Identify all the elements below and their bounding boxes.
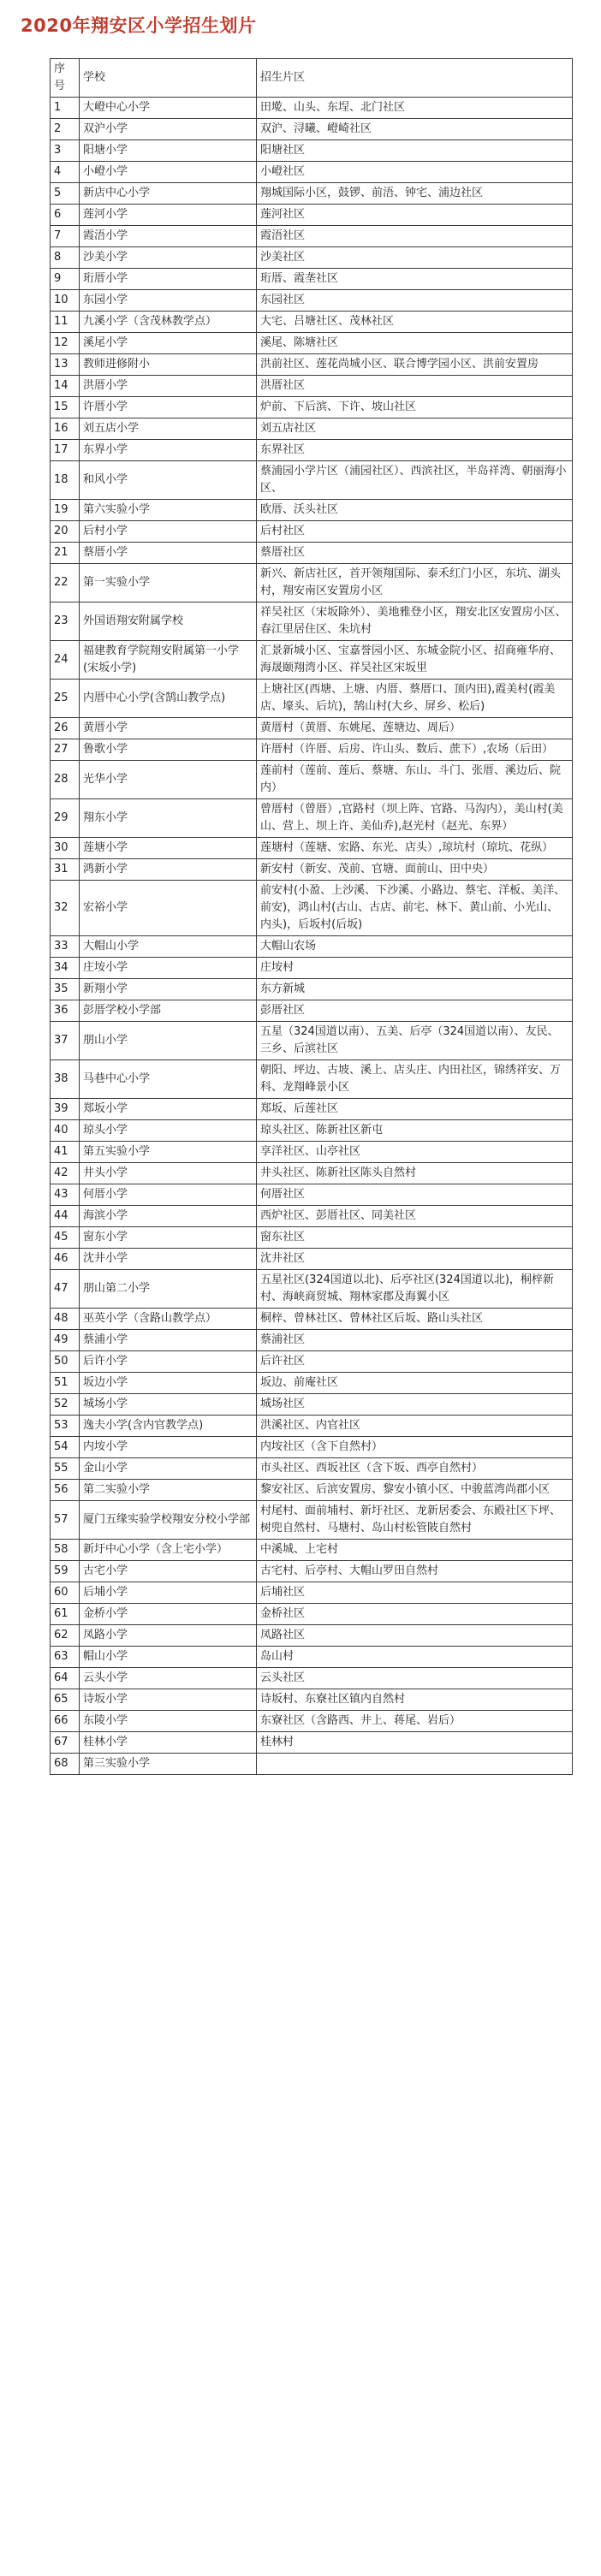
table-row — [51, 1120, 573, 1142]
row-number: 53 — [51, 1416, 80, 1437]
enrollment-area: 蔡厝社区 — [257, 543, 573, 564]
school-name: 阳塘小学 — [80, 140, 257, 162]
school-name: 小嶝小学 — [80, 162, 257, 183]
school-name: 金山小学 — [80, 1458, 257, 1480]
row-number: 63 — [51, 1647, 80, 1668]
enrollment-area: 黎安社区、后滨安置房、黎安小镇小区、中骏蓝湾尚郡小区 — [257, 1480, 573, 1501]
school-name: 桂林小学 — [80, 1732, 257, 1754]
school-name: 新店中心小学 — [80, 183, 257, 205]
school-name: 大帽山小学 — [80, 936, 257, 958]
enrollment-area: 桂林村 — [257, 1732, 573, 1754]
enrollment-area: 东界社区 — [257, 440, 573, 461]
table-row — [51, 461, 573, 500]
enrollment-area: 金桥社区 — [257, 1604, 573, 1625]
enrollment-area: 蔡浦园小学片区（浦园社区）、西滨社区，半岛祥湾、朝丽海小区、 — [257, 461, 573, 500]
row-number: 13 — [51, 354, 80, 376]
school-name: 第一实验小学 — [80, 564, 257, 602]
table-row — [51, 418, 573, 440]
table-row — [51, 979, 573, 1000]
row-number: 31 — [51, 859, 80, 881]
row-number: 33 — [51, 936, 80, 958]
table-row — [51, 881, 573, 936]
school-name: 沈井小学 — [80, 1249, 257, 1270]
row-number: 42 — [51, 1163, 80, 1184]
enrollment-area: 市头社区、西坂社区（含下坂、西亭自然村） — [257, 1458, 573, 1480]
table-row — [51, 1647, 573, 1668]
school-name: 东园小学 — [80, 290, 257, 312]
enrollment-area: 翔城国际小区，鼓锣、前浯、钟宅、浦边社区 — [257, 183, 573, 205]
school-name: 黄厝小学 — [80, 718, 257, 739]
table-row — [51, 162, 573, 183]
enrollment-area: 汇景新城小区、宝嘉誉园小区、东城金院小区、招商雍华府、海晟颐翔湾小区、祥吴社区宋坂里 — [257, 641, 573, 680]
row-number: 37 — [51, 1022, 80, 1060]
table-row — [51, 958, 573, 979]
school-name: 洪厝小学 — [80, 376, 257, 397]
enrollment-area: 井头社区、陈新社区陈头自然村 — [257, 1163, 573, 1184]
row-number: 10 — [51, 290, 80, 312]
enrollment-area: 霞浯社区 — [257, 226, 573, 247]
row-number: 9 — [51, 269, 80, 290]
school-name: 第二实验小学 — [80, 1480, 257, 1501]
enrollment-area: 上塘社区(西塘、上塘、内厝、蔡厝口、顶内田),霞美村(霞美店、壕头、后坑)，鹄山村(大乡、屏乡、松后) — [257, 680, 573, 718]
enrollment-area: 祥吴社区（宋坂除外）、美地雅登小区，翔安北区安置房小区、春江里居住区、朱坑村 — [257, 602, 573, 641]
enrollment-area: 沈井社区 — [257, 1249, 573, 1270]
enrollment-area: 莲塘村（莲塘、宏路、东光、店头）,琼坑村（琼坑、花纵） — [257, 838, 573, 859]
school-name: 厦门五缘实验学校翔安分校小学部 — [80, 1501, 257, 1540]
school-name: 帽山小学 — [80, 1647, 257, 1668]
enrollment-area: 享洋社区、山亭社区 — [257, 1142, 573, 1163]
row-number: 29 — [51, 799, 80, 838]
enrollment-area: 东方新城 — [257, 979, 573, 1000]
table-row — [51, 1754, 573, 1775]
row-number: 56 — [51, 1480, 80, 1501]
row-number: 51 — [51, 1373, 80, 1394]
row-number: 18 — [51, 461, 80, 500]
enrollment-area: 曾厝村（曾厝）,官路村（坝上阵、官路、马沟内），美山村(美山、营上、坝上许、美仙乔),赵光村（赵光、东界） — [257, 799, 573, 838]
enrollment-area: 城场社区 — [257, 1394, 573, 1416]
school-name: 和风小学 — [80, 461, 257, 500]
school-name: 福建教育学院翔安附属第一小学 (宋坂小学) — [80, 641, 257, 680]
table-row — [51, 226, 573, 247]
table-row — [51, 98, 573, 119]
row-number: 55 — [51, 1458, 80, 1480]
school-name: 后埔小学 — [80, 1582, 257, 1604]
row-number: 52 — [51, 1394, 80, 1416]
row-number: 67 — [51, 1732, 80, 1754]
school-name: 何厝小学 — [80, 1184, 257, 1206]
row-number: 34 — [51, 958, 80, 979]
enrollment-area: 后许社区 — [257, 1351, 573, 1373]
school-name: 鸿新小学 — [80, 859, 257, 881]
table-row — [51, 269, 573, 290]
header-school: 学校 — [80, 59, 257, 98]
row-number: 30 — [51, 838, 80, 859]
row-number: 20 — [51, 521, 80, 543]
table-row — [51, 1732, 573, 1754]
enrollment-area: 珩厝、霞垄社区 — [257, 269, 573, 290]
table-row — [51, 290, 573, 312]
school-name: 蔡厝小学 — [80, 543, 257, 564]
school-name: 马巷中心小学 — [80, 1060, 257, 1099]
table-row — [51, 1582, 573, 1604]
row-number: 48 — [51, 1309, 80, 1330]
enrollment-area: 内垵社区（含下自然村） — [257, 1437, 573, 1458]
table-row — [51, 1330, 573, 1351]
enrollment-area: 中溪城、上宅村 — [257, 1540, 573, 1561]
table-row — [51, 680, 573, 718]
row-number: 49 — [51, 1330, 80, 1351]
enrollment-area: 大宅、吕塘社区、茂林社区 — [257, 312, 573, 333]
school-name: 井头小学 — [80, 1163, 257, 1184]
row-number: 58 — [51, 1540, 80, 1561]
table-row — [51, 119, 573, 140]
table-row — [51, 333, 573, 354]
enrollment-area: 洪前社区、莲花尚城小区、联合博学园小区、洪前安置房 — [257, 354, 573, 376]
row-number: 40 — [51, 1120, 80, 1142]
table-row — [51, 1437, 573, 1458]
school-name: 霞浯小学 — [80, 226, 257, 247]
row-number: 41 — [51, 1142, 80, 1163]
school-name: 教师进修附小 — [80, 354, 257, 376]
enrollment-area — [257, 1754, 573, 1775]
enrollment-area: 何厝社区 — [257, 1184, 573, 1206]
enrollment-area: 前安村(小盈、上沙溪、下沙溪、小路边、蔡宅、洋板、美洋、前安)，鸿山村(古山、古店、前宅、林下、黄山前、小光山、内头)，后坂村(后坂) — [257, 881, 573, 936]
table-row — [51, 564, 573, 602]
school-name: 古宅小学 — [80, 1561, 257, 1582]
enrollment-area: 诗坂村、东寮社区镇内自然村 — [257, 1689, 573, 1711]
enrollment-area: 庄垵村 — [257, 958, 573, 979]
school-name: 刘五店小学 — [80, 418, 257, 440]
school-name: 第三实验小学 — [80, 1754, 257, 1775]
table-row — [51, 1416, 573, 1437]
enrollment-area: 田墘、山头、东埕、北门社区 — [257, 98, 573, 119]
table-row — [51, 1604, 573, 1625]
row-number: 68 — [51, 1754, 80, 1775]
enrollment-area: 新安村（新安、茂前、官塘、面前山、田中央） — [257, 859, 573, 881]
table-row — [51, 1249, 573, 1270]
school-name: 内垵小学 — [80, 1437, 257, 1458]
school-name: 新翔小学 — [80, 979, 257, 1000]
table-row — [51, 354, 573, 376]
row-number: 43 — [51, 1184, 80, 1206]
school-name: 双沪小学 — [80, 119, 257, 140]
table-row — [51, 1394, 573, 1416]
row-number: 35 — [51, 979, 80, 1000]
school-name: 朋山第二小学 — [80, 1270, 257, 1309]
enrollment-area: 窗东社区 — [257, 1227, 573, 1249]
school-name: 金桥小学 — [80, 1604, 257, 1625]
table-row — [51, 859, 573, 881]
enrollment-area: 桐梓、曾林社区、曾林社区后坂、路山头社区 — [257, 1309, 573, 1330]
school-name: 许厝小学 — [80, 397, 257, 418]
school-name: 宏裕小学 — [80, 881, 257, 936]
row-number: 28 — [51, 761, 80, 799]
school-name: 郑坂小学 — [80, 1099, 257, 1120]
enrollment-area: 东园社区 — [257, 290, 573, 312]
table-row — [51, 1309, 573, 1330]
enrollment-area: 岛山村 — [257, 1647, 573, 1668]
row-number: 39 — [51, 1099, 80, 1120]
school-name: 外国语翔安附属学校 — [80, 602, 257, 641]
enrollment-area: 五星（324国道以南）、五美、后亭（324国道以南）、友民、三乡、后滨社区 — [257, 1022, 573, 1060]
enrollment-area: 新兴、新店社区，首开领翔国际、泰禾红门小区，东坑、湖头村，翔安南区安置房小区 — [257, 564, 573, 602]
school-name: 莲塘小学 — [80, 838, 257, 859]
row-number: 5 — [51, 183, 80, 205]
table-row — [51, 1022, 573, 1060]
row-number: 15 — [51, 397, 80, 418]
table-row — [51, 739, 573, 761]
row-number: 26 — [51, 718, 80, 739]
school-name: 凤路小学 — [80, 1625, 257, 1647]
row-number: 16 — [51, 418, 80, 440]
enrollment-area: 黄厝村（黄厝、东姚尾、莲塘边、周后） — [257, 718, 573, 739]
table-row — [51, 718, 573, 739]
school-name: 后许小学 — [80, 1351, 257, 1373]
row-number: 23 — [51, 602, 80, 641]
row-number: 38 — [51, 1060, 80, 1099]
row-number: 24 — [51, 641, 80, 680]
row-number: 4 — [51, 162, 80, 183]
table-row — [51, 1060, 573, 1099]
table-row — [51, 205, 573, 226]
table-row — [51, 1540, 573, 1561]
table-row — [51, 376, 573, 397]
school-name: 后村小学 — [80, 521, 257, 543]
row-number: 45 — [51, 1227, 80, 1249]
enrollment-area: 炉前、下后滨、下许、坡山社区 — [257, 397, 573, 418]
row-number: 61 — [51, 1604, 80, 1625]
enrollment-area: 朝阳、坪边、古坡、溪上、店头庄、内田社区，锦绣祥安、万科、龙翔峰景小区 — [257, 1060, 573, 1099]
table-row — [51, 1184, 573, 1206]
table-row — [51, 1668, 573, 1689]
row-number: 57 — [51, 1501, 80, 1540]
table-row — [51, 140, 573, 162]
table-row — [51, 1351, 573, 1373]
table-row — [51, 1711, 573, 1732]
enrollment-area: 蔡浦社区 — [257, 1330, 573, 1351]
school-name: 莲河小学 — [80, 205, 257, 226]
table-row — [51, 799, 573, 838]
enrollment-area: 后埔社区 — [257, 1582, 573, 1604]
school-name: 第五实验小学 — [80, 1142, 257, 1163]
table-row — [51, 247, 573, 269]
row-number: 1 — [51, 98, 80, 119]
row-number: 3 — [51, 140, 80, 162]
row-number: 59 — [51, 1561, 80, 1582]
enrollment-area: 沙美社区 — [257, 247, 573, 269]
school-name: 第六实验小学 — [80, 500, 257, 521]
table-row — [51, 312, 573, 333]
row-number: 11 — [51, 312, 80, 333]
row-number: 44 — [51, 1206, 80, 1227]
school-name: 内厝中心小学(含鹄山教学点) — [80, 680, 257, 718]
enrollment-area: 洪溪社区、内官社区 — [257, 1416, 573, 1437]
enrollment-area: 洪厝社区 — [257, 376, 573, 397]
school-name: 坂边小学 — [80, 1373, 257, 1394]
school-name: 东界小学 — [80, 440, 257, 461]
enrollment-area: 后村社区 — [257, 521, 573, 543]
enrollment-area: 小嶝社区 — [257, 162, 573, 183]
enrollment-area: 莲前村（莲前、莲后、蔡塘、东山、斗门、张厝、溪边后、院内） — [257, 761, 573, 799]
row-number: 22 — [51, 564, 80, 602]
school-name: 沙美小学 — [80, 247, 257, 269]
enrollment-area: 彭厝社区 — [257, 1000, 573, 1022]
school-name: 朋山小学 — [80, 1022, 257, 1060]
enrollment-area: 坂边、前庵社区 — [257, 1373, 573, 1394]
school-name: 琼头小学 — [80, 1120, 257, 1142]
table-row — [51, 936, 573, 958]
table-row — [51, 440, 573, 461]
row-number: 65 — [51, 1689, 80, 1711]
school-name: 海滨小学 — [80, 1206, 257, 1227]
school-name: 逸夫小学(含内官教学点) — [80, 1416, 257, 1437]
school-name: 新圩中心小学（含上宅小学） — [80, 1540, 257, 1561]
table-row — [51, 641, 573, 680]
row-number: 50 — [51, 1351, 80, 1373]
enrollment-area: 东寮社区（含路西、井上、蒋尾、岩后） — [257, 1711, 573, 1732]
school-name: 溪尾小学 — [80, 333, 257, 354]
enrollment-table — [50, 58, 573, 1775]
enrollment-area: 村尾村、面前埔村、新圩社区、龙新居委会、东殿社区下坪、树兜自然村、马塘村、岛山村松管陂自然村 — [257, 1501, 573, 1540]
row-number: 2 — [51, 119, 80, 140]
row-number: 62 — [51, 1625, 80, 1647]
school-name: 光华小学 — [80, 761, 257, 799]
enrollment-area: 云头社区 — [257, 1668, 573, 1689]
row-number: 64 — [51, 1668, 80, 1689]
school-name: 鲁歌小学 — [80, 739, 257, 761]
table-row — [51, 521, 573, 543]
enrollment-area: 西炉社区、彭厝社区、同美社区 — [257, 1206, 573, 1227]
school-name: 大嶝中心小学 — [80, 98, 257, 119]
row-number: 32 — [51, 881, 80, 936]
enrollment-area: 琼头社区、陈新社区新屯 — [257, 1120, 573, 1142]
table-row — [51, 397, 573, 418]
school-name: 庄垵小学 — [80, 958, 257, 979]
enrollment-area: 阳塘社区 — [257, 140, 573, 162]
header-num: 序号 — [51, 59, 80, 98]
row-number: 66 — [51, 1711, 80, 1732]
table-row — [51, 543, 573, 564]
row-number: 47 — [51, 1270, 80, 1309]
table-row — [51, 602, 573, 641]
table-row — [51, 1625, 573, 1647]
table-header-row — [51, 59, 573, 98]
enrollment-area: 欧厝、沃头社区 — [257, 500, 573, 521]
enrollment-area: 双沪、浔曦、嶝崎社区 — [257, 119, 573, 140]
enrollment-area: 溪尾、陈塘社区 — [257, 333, 573, 354]
row-number: 7 — [51, 226, 80, 247]
table-row — [51, 838, 573, 859]
row-number: 27 — [51, 739, 80, 761]
enrollment-area: 莲河社区 — [257, 205, 573, 226]
school-name: 巫英小学（含路山教学点） — [80, 1309, 257, 1330]
school-name: 珩厝小学 — [80, 269, 257, 290]
table-row — [51, 1099, 573, 1120]
school-name: 彭厝学校小学部 — [80, 1000, 257, 1022]
header-area: 招生片区 — [257, 59, 573, 98]
enrollment-area: 刘五店社区 — [257, 418, 573, 440]
table-row — [51, 1142, 573, 1163]
enrollment-area: 五星社区(324国道以北)、后亭社区(324国道以北)，桐梓新村、海峡商贸城、翔林家郡及海翼小区 — [257, 1270, 573, 1309]
table-row — [51, 183, 573, 205]
row-number: 60 — [51, 1582, 80, 1604]
school-name: 诗坂小学 — [80, 1689, 257, 1711]
table-row — [51, 1227, 573, 1249]
row-number: 19 — [51, 500, 80, 521]
row-number: 54 — [51, 1437, 80, 1458]
table-row — [51, 1270, 573, 1309]
school-name: 蔡浦小学 — [80, 1330, 257, 1351]
table-row — [51, 1501, 573, 1540]
enrollment-area: 凤路社区 — [257, 1625, 573, 1647]
school-name: 翔东小学 — [80, 799, 257, 838]
table-body — [51, 98, 573, 1775]
table-row — [51, 1561, 573, 1582]
table-row — [51, 1480, 573, 1501]
table-row — [51, 1000, 573, 1022]
row-number: 12 — [51, 333, 80, 354]
school-name: 云头小学 — [80, 1668, 257, 1689]
enrollment-area: 大帽山农场 — [257, 936, 573, 958]
table-row — [51, 500, 573, 521]
school-name: 九溪小学（含茂林教学点） — [80, 312, 257, 333]
school-name: 窗东小学 — [80, 1227, 257, 1249]
page-title: 2020年翔安区小学招生划片 — [21, 15, 257, 36]
row-number: 46 — [51, 1249, 80, 1270]
school-name: 东陵小学 — [80, 1711, 257, 1732]
row-number: 14 — [51, 376, 80, 397]
table-row — [51, 1163, 573, 1184]
school-name: 城场小学 — [80, 1394, 257, 1416]
enrollment-area: 郑坂、后莲社区 — [257, 1099, 573, 1120]
row-number: 25 — [51, 680, 80, 718]
table-row — [51, 1373, 573, 1394]
row-number: 6 — [51, 205, 80, 226]
enrollment-area: 古宅村、后亭村、大帽山罗田自然村 — [257, 1561, 573, 1582]
table-row — [51, 1689, 573, 1711]
row-number: 17 — [51, 440, 80, 461]
table-row — [51, 1458, 573, 1480]
row-number: 36 — [51, 1000, 80, 1022]
table-row — [51, 1206, 573, 1227]
table-row — [51, 761, 573, 799]
row-number: 8 — [51, 247, 80, 269]
enrollment-area: 许厝村（许厝、后房、许山头、数后、蔗下）,农场（后田） — [257, 739, 573, 761]
row-number: 21 — [51, 543, 80, 564]
